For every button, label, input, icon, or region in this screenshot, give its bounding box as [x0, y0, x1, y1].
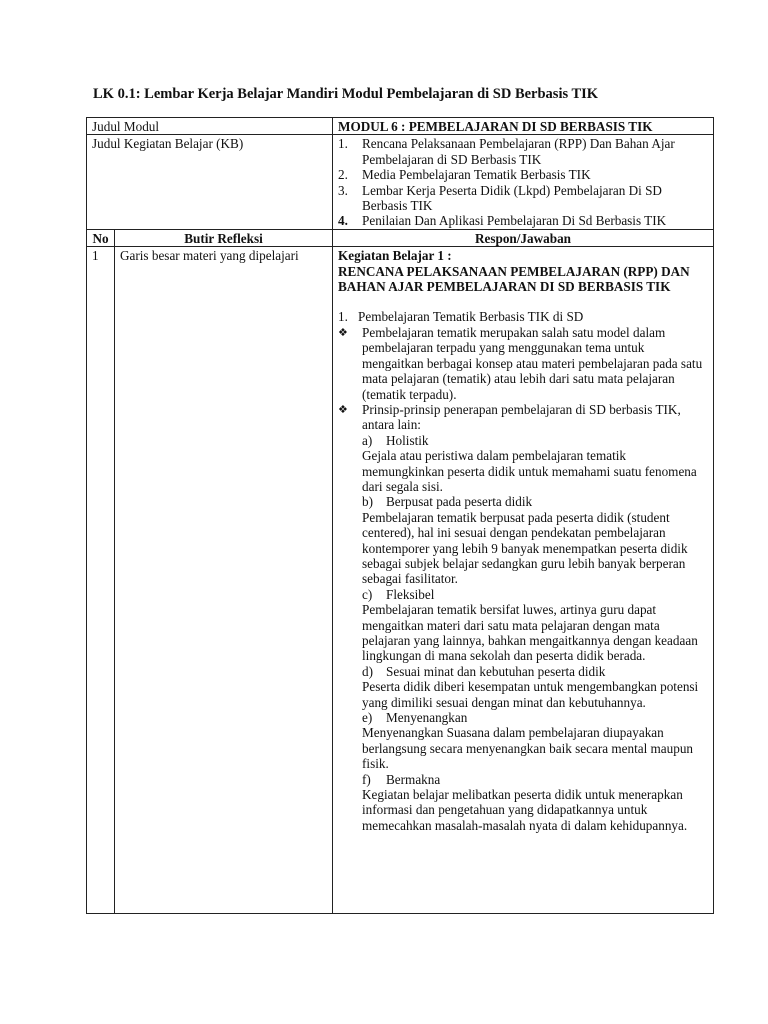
- header-respon-jawaban: Respon/Jawaban: [333, 229, 714, 246]
- bullet-text: Prinsip-prinsip penerapan pembelajaran di SD berbasis TIK, antara lain:: [362, 401, 681, 433]
- principle-name: Holistik: [386, 432, 429, 448]
- kb-item-text: Lembar Kerja Peserta Didik (Lkpd) Pembelajaran Di SD Berbasis TIK: [362, 182, 662, 214]
- row-number: 1: [87, 247, 115, 914]
- principle-description: Peserta didik diberi kesempatan untuk mengembangkan potensi yang dimiliki sesuai dengan minat dan kebutuhannya.: [362, 679, 699, 710]
- header-row: [87, 229, 714, 246]
- principle-letter: b): [362, 494, 374, 510]
- judul-kb-list-cell: [333, 135, 714, 229]
- row-judul-kb: [87, 135, 714, 229]
- table-row: [87, 247, 714, 914]
- diamond-bullet-icon: ❖: [338, 325, 348, 339]
- bullet-item: [338, 325, 708, 402]
- kb-item-number: 3.: [338, 182, 348, 198]
- kb-heading: Kegiatan Belajar 1 :: [338, 248, 452, 264]
- judul-modul-label: Judul Modul: [87, 118, 333, 135]
- judul-modul-value: MODUL 6 : PEMBELAJARAN DI SD BERBASIS TIK: [333, 118, 714, 135]
- kb-list: [338, 136, 708, 228]
- principle-name: Menyenangkan: [386, 710, 468, 726]
- diamond-bullet-icon: ❖: [338, 402, 348, 416]
- kb-item: [338, 136, 708, 167]
- principle-letter: e): [362, 710, 373, 726]
- principle-heading: [338, 587, 708, 602]
- butir-refleksi-text: Garis besar materi yang dipelajari: [115, 247, 333, 914]
- principle-heading: [338, 710, 708, 725]
- worksheet-table: [86, 117, 714, 914]
- kb-item-text: Rencana Pelaksanaan Pembelajaran (RPP) Dan Bahan Ajar Pembelajaran di SD Berbasis TIK: [362, 136, 675, 167]
- principle-description: Kegiatan belajar melibatkan peserta didik untuk menerapkan informasi dan pengetahuan yang didapatkannya untuk memecahkan masalah-masalah nyata di dalam kehidupannya.: [362, 787, 688, 833]
- kb-item: [338, 183, 708, 214]
- judul-kb-label: Judul Kegiatan Belajar (KB): [87, 135, 333, 229]
- kb-item-number: 2.: [338, 167, 348, 183]
- kb-item-text: Media Pembelajaran Tematik Berbasis TIK: [362, 167, 591, 183]
- principle-name: Sesuai minat dan kebutuhan peserta didik: [386, 663, 606, 679]
- principle-description: Pembelajaran tematik berpusat pada peserta didik (student centered), hal ini sesuai dengan pendekatan pembelajaran kontemporer yang lebih 9 banyak menempatkan peserta didik sebagai subjek belajar sedangkan guru lebih banyak berperan sebagai fasilitator.: [362, 509, 688, 587]
- principle-name: Fleksibel: [386, 586, 435, 602]
- principle-name: Berpusat pada peserta didik: [386, 494, 533, 510]
- row-judul-modul: [87, 118, 714, 135]
- kb-item-text: Penilaian Dan Aplikasi Pembelajaran Di Sd Berbasis TIK: [362, 213, 667, 229]
- header-no: No: [87, 229, 115, 246]
- page-title: LK 0.1: Lembar Kerja Belajar Mandiri Modul Pembelajaran di SD Berbasis TIK: [93, 86, 599, 102]
- bullet-text: Pembelajaran tematik merupakan salah satu model dalam pembelajaran terpadu yang menggunakan tema untuk mengaitkan berbagai konsep atau materi pembelajaran pada satu mata pelajaran (tematik) atau lebih dari satu mata pelajaran (tematik terpadu).: [362, 324, 703, 402]
- header-butir-refleksi: Butir Refleksi: [115, 229, 333, 246]
- principle-letter: d): [362, 663, 374, 679]
- principle-letter: c): [362, 586, 373, 602]
- bullet-item: [338, 402, 708, 433]
- principle-name: Bermakna: [386, 771, 441, 787]
- principle-heading: [338, 494, 708, 509]
- principle-description: Gejala atau peristiwa dalam pembelajaran tematik memungkinkan peserta didik untuk memahami suatu fenomena dari segala sisi.: [362, 448, 697, 494]
- principle-heading: [338, 664, 708, 679]
- kb-title: RENCANA PELAKSANAAN PEMBELAJARAN (RPP) DAN BAHAN AJAR PEMBELAJARAN DI SD BERBASIS TIK: [338, 263, 690, 295]
- point-item: [338, 309, 708, 324]
- principle-heading: [338, 772, 708, 787]
- principle-description: Menyenangkan Suasana dalam pembelajaran diupayakan berlangsung secara menyenangkan baik secara mental maupun fisik.: [362, 725, 694, 772]
- kb-item-number: 4.: [338, 213, 348, 229]
- point-text: Pembelajaran Tematik Berbasis TIK di SD: [358, 309, 584, 325]
- point-number: 1.: [338, 309, 348, 325]
- principle-heading: [338, 433, 708, 448]
- kb-item: [338, 213, 708, 228]
- principle-description: Pembelajaran tematik bersifat luwes, artinya guru dapat mengaitkan materi dari satu mata pelajaran dengan mata pelajaran yang lainnya, bahkan mengaitkannya dengan keadaan lingkungan di mana sekolah dan peserta didik berada.: [362, 602, 698, 664]
- response-cell: [333, 247, 714, 914]
- kb-item: [338, 167, 708, 182]
- principle-letter: a): [362, 432, 373, 448]
- kb-item-number: 1.: [338, 136, 348, 152]
- principle-letter: f): [362, 771, 371, 787]
